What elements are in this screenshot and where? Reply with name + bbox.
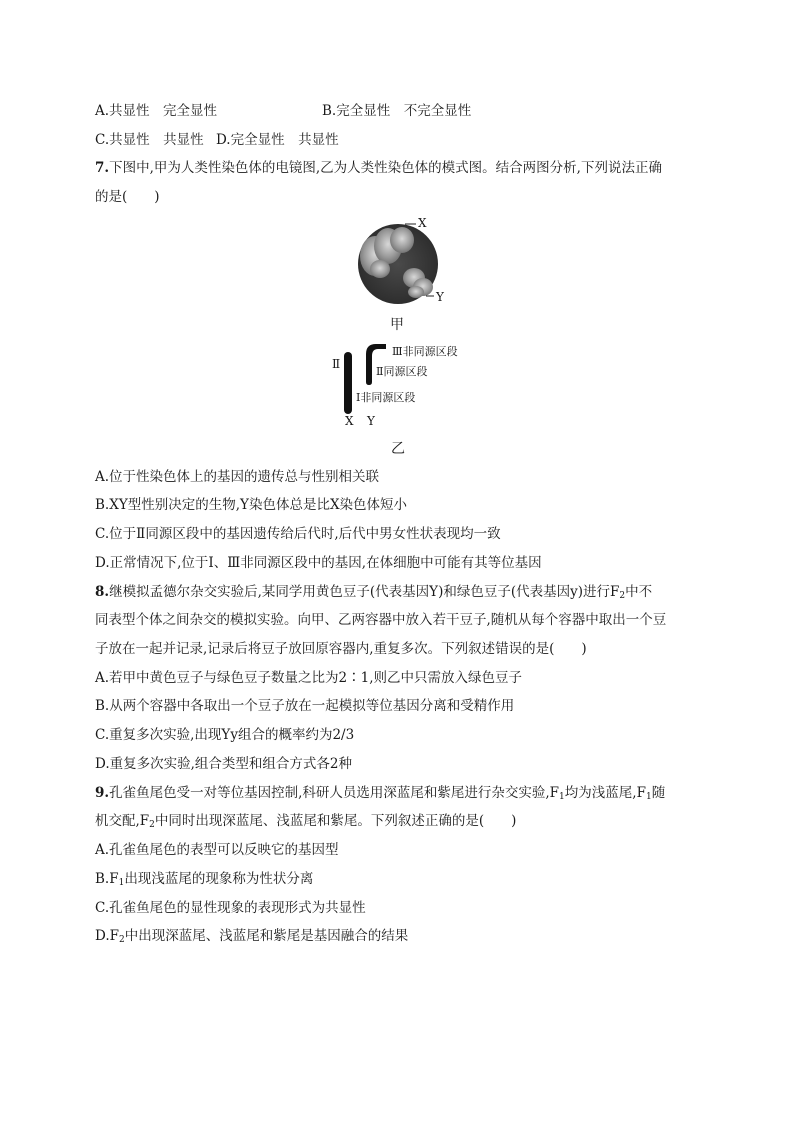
q9-stem-line-2 xyxy=(95,811,516,835)
diagram-label-ii-homologous: Ⅱ同源区段 xyxy=(376,365,428,378)
q8-option-a: A.若甲中黄色豆子与绿色豆子数量之比为2∶1,则乙中只需放入绿色豆子 xyxy=(95,670,523,686)
diagram-label-i-nonhomologous: Ⅰ非同源区段 xyxy=(356,391,416,404)
q8-stem-line-2: 同表型个体之间杂交的模拟实验。向甲、乙两容器中放入若干豆子,随机从每个容器中取出一个豆 xyxy=(95,612,667,628)
q8-stem-line-1 xyxy=(95,582,652,606)
q6-option-row-2 xyxy=(95,130,339,150)
q9-stem-text-1b: 均为浅蓝尾,F xyxy=(564,785,646,801)
q9-stem-text-2b: 中同时出现深蓝尾、浅蓝尾和紫尾。下列叙述正确的是( ) xyxy=(154,813,517,829)
figure-jia-caption: 甲 xyxy=(390,317,404,333)
micrograph-image xyxy=(350,214,450,309)
micrograph-label-y: Y xyxy=(436,290,444,304)
q9-option-d xyxy=(95,926,408,950)
q8-stem-line-3: 子放在一起并记录,记录后将豆子放回原容器内,重复多次。下列叙述错误的是( ) xyxy=(95,641,587,657)
q8-option-c: C.重复多次实验,出现Yy组合的概率约为2/3 xyxy=(95,727,355,743)
figure-yi-caption: 乙 xyxy=(391,441,405,457)
q8-subscript: 2 xyxy=(619,591,626,601)
q9-number: 9. xyxy=(95,785,110,801)
q7-option-a: A.位于性染色体上的基因的遗传总与性别相关联 xyxy=(95,469,380,485)
figure-jia-micrograph xyxy=(350,214,450,309)
micrograph-label-x: X xyxy=(418,216,427,230)
q8-option-b: B.从两个容器中各取出一个豆子放在一起模拟等位基因分离和受精作用 xyxy=(95,698,515,714)
q9-stem-text-1c: 随 xyxy=(651,785,666,801)
q7-stem-line-1 xyxy=(95,158,662,178)
diagram-label-x: X xyxy=(345,414,354,428)
diagram-label-ii-left: Ⅱ xyxy=(332,357,341,371)
q8-number: 8. xyxy=(95,584,110,600)
q9-option-d-subscript: 2 xyxy=(119,935,125,945)
q8-stem-text-1a: 继模拟孟德尔杂交实验后,某同学用黄色豆子(代表基因Y)和绿色豆子(代表基因y)进行F xyxy=(109,584,620,600)
q6-option-row-1 xyxy=(95,101,472,121)
q9-option-b-text: 出现浅蓝尾的现象称为性状分离 xyxy=(124,871,314,887)
q7-option-b: B.XY型性别决定的生物,Y染色体总是比X染色体短小 xyxy=(95,497,408,513)
q9-option-b-subscript: 1 xyxy=(118,878,125,888)
q7-option-c: C.位于Ⅱ同源区段中的基因遗传给后代时,后代中男女性状表现均一致 xyxy=(95,526,501,542)
q8-stem-text-1b: 中不 xyxy=(625,584,653,600)
q9-option-a: A.孔雀鱼尾色的表型可以反映它的基因型 xyxy=(95,842,339,858)
q7-stem-line-2: 的是( ) xyxy=(95,189,160,205)
q9-stem-line-1 xyxy=(95,783,665,807)
q9-option-b-prefix: B.F xyxy=(95,871,119,887)
q6-option-c: C.共显性 共显性 xyxy=(95,132,204,148)
diagram-label-y: Y xyxy=(367,414,375,428)
q7-stem-text-1: 下图中,甲为人类性染色体的电镜图,乙为人类性染色体的模式图。结合两图分析,下列说法正确 xyxy=(109,160,662,176)
q9-option-d-text: 中出现深蓝尾、浅蓝尾和紫尾是基因融合的结果 xyxy=(124,928,409,944)
q9-subscript-2: 1 xyxy=(645,792,652,802)
q9-stem-text-1a: 孔雀鱼尾色受一对等位基因控制,科研人员选用深蓝尾和紫尾进行杂交实验,F xyxy=(109,785,560,801)
q7-option-d: D.正常情况下,位于Ⅰ、Ⅲ非同源区段中的基因,在体细胞中可能有其等位基因 xyxy=(95,555,542,571)
q9-option-d-prefix: D.F xyxy=(95,928,120,944)
q9-subscript-3: 2 xyxy=(149,820,155,830)
q9-option-c: C.孔雀鱼尾色的显性现象的表现形式为共显性 xyxy=(95,900,366,916)
q6-option-b: B.完全显性 不完全显性 xyxy=(322,103,472,119)
diagram-label-iii-nonhomologous: Ⅲ非同源区段 xyxy=(392,345,458,358)
q7-number: 7. xyxy=(95,160,110,176)
q6-option-a: A.共显性 完全显性 xyxy=(95,103,218,119)
q8-option-d: D.重复多次实验,组合类型和组合方式各2种 xyxy=(95,756,353,772)
q6-option-d: D.完全显性 共显性 xyxy=(215,132,339,148)
q9-option-b xyxy=(95,869,313,893)
q9-stem-text-2a: 机交配,F xyxy=(95,813,150,829)
q9-subscript-1: 1 xyxy=(559,792,565,802)
